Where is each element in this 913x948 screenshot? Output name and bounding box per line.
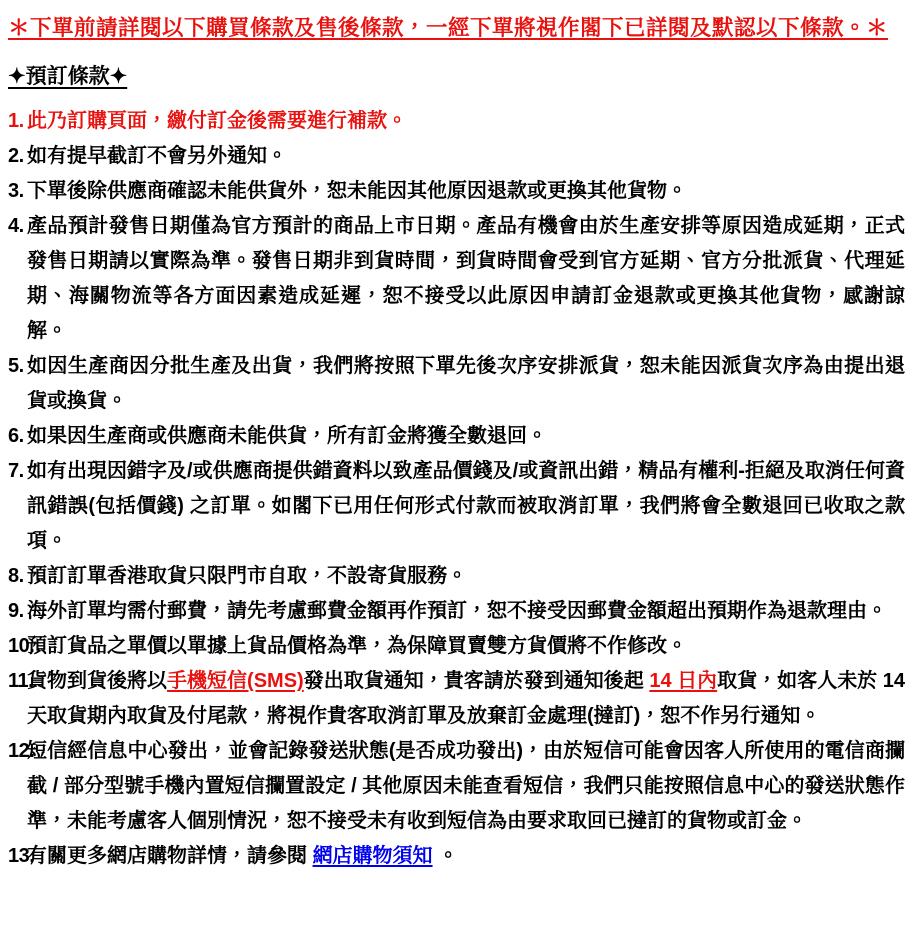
term-text-segment: 預訂訂單香港取貨只限門市自取，不設寄貨服務。: [27, 565, 467, 587]
term-item: [8, 734, 905, 839]
term-number: 2.: [8, 145, 24, 167]
term-text: [27, 600, 887, 622]
term-item: [8, 174, 905, 209]
term-item: [8, 104, 905, 139]
term-text-segment: 如因生產商因分批生產及出貨，我們將按照下單先後次序安排派貨，恕未能因派貨次序為由提出退貨或換貨。: [27, 355, 905, 412]
term-number: 9.: [8, 600, 24, 622]
term-text: [27, 180, 687, 202]
term-item: [8, 559, 905, 594]
term-item: [8, 209, 905, 349]
section-title-preorder-terms: [8, 62, 905, 91]
term-number: 1.: [8, 110, 24, 132]
term-item: [8, 839, 905, 874]
term-text: [27, 355, 905, 412]
term-item: [8, 629, 905, 664]
term-text: [27, 215, 905, 342]
term-text-segment: 預訂貨品之單價以單據上貨品價格為準，為保障買賣雙方貨價將不作修改。: [27, 635, 687, 657]
term-number: 8.: [8, 565, 24, 587]
term-number: 5.: [8, 355, 24, 377]
term-text-segment: 有關更多網店購物詳情，請參閱: [27, 845, 313, 867]
term-number: 11.: [8, 670, 34, 692]
emphasis-text: 手機短信(SMS): [167, 670, 304, 692]
term-text: [27, 845, 458, 867]
term-text: [27, 670, 905, 727]
term-text-segment: 如果因生產商或供應商未能供貨，所有訂金將獲全數退回。: [27, 425, 547, 447]
term-text-segment: 此乃訂購頁面，繳付訂金後需要進行補款。: [27, 110, 407, 132]
term-text: [27, 110, 407, 132]
section-title-text: ✦預訂條款✦: [8, 65, 128, 88]
term-text-segment: 產品預計發售日期僅為官方預計的商品上市日期。產品有機會由於生產安排等原因造成延期，正式發售日期請以實際為準。發售日期非到貨時間，到貨時間會受到官方延期、官方分批派貨、代理延期、海關物流等各方面因素造成延遲，恕不接受以此原因申請訂金退款或更換其他貨物，感謝諒解。: [27, 215, 905, 342]
term-text-segment: 貨物到貨後將以: [27, 670, 168, 692]
term-number: 6.: [8, 425, 24, 447]
term-text-segment: 發出取貨通知，貴客請於發到通知後起: [303, 670, 650, 692]
term-text-segment: 。: [432, 845, 459, 867]
term-text-segment: 如有提早截訂不會另外通知。: [27, 145, 287, 167]
term-number: 7.: [8, 460, 24, 482]
term-number: 4.: [8, 215, 24, 237]
term-text: [27, 425, 547, 447]
term-number: 10.: [8, 635, 35, 657]
term-text-segment: 海外訂單均需付郵費，請先考慮郵費金額再作預訂，恕不接受因郵費金額超出預期作為退款理由。: [27, 600, 887, 622]
term-item: [8, 454, 905, 559]
term-number: 13.: [8, 845, 35, 867]
term-text-segment: 下單後除供應商確認未能供貨外，恕未能因其他原因退款或更換其他貨物。: [27, 180, 687, 202]
term-number: 12.: [8, 740, 35, 762]
term-item: [8, 139, 905, 174]
term-item: [8, 419, 905, 454]
term-text: [27, 145, 287, 167]
term-text: [27, 460, 905, 552]
term-text-segment: 短信經信息中心發出，並會記錄發送狀態(是否成功發出)，由於短信可能會因客人所使用的電信商攔截 / 部分型號手機內置短信攔置設定 / 其他原因未能查看短信，我們只能按照信息中心的發送狀態作準，未能考慮客人個別情況，恕不接受未有收到短信為由要求取回已撻訂的貨物或訂金。: [27, 740, 905, 832]
term-number: 3.: [8, 180, 24, 202]
term-item: [8, 349, 905, 419]
emphasis-text: 14 日內: [649, 670, 718, 692]
term-text-segment: 如有出現因錯字及/或供應商提供錯資料以致產品價錢及/或資訊出錯，精品有權利-拒絕及取消任何資訊錯誤(包括價錢) 之訂單。如閣下已用任何形式付款而被取消訂單，我們將會全數退回已收取之款項。: [27, 460, 905, 552]
purchase-notice-header: ＊下單前請詳閱以下購買條款及售後條款，一經下單將視作閣下已詳閱及默認以下條款。＊: [8, 16, 889, 40]
terms-list: [8, 104, 905, 874]
term-text-segment: 取貨，如客人未於 14 天取貨期內取貨及付尾款，將視作貴客取消訂單及放棄訂金處理(撻訂)，恕不作另行通知。: [27, 670, 906, 727]
term-text: [27, 565, 467, 587]
term-text: [27, 635, 687, 657]
term-text: [27, 740, 905, 832]
term-item: [8, 594, 905, 629]
shop-notice-link[interactable]: 網店購物須知: [312, 845, 433, 867]
term-item: [8, 664, 905, 734]
